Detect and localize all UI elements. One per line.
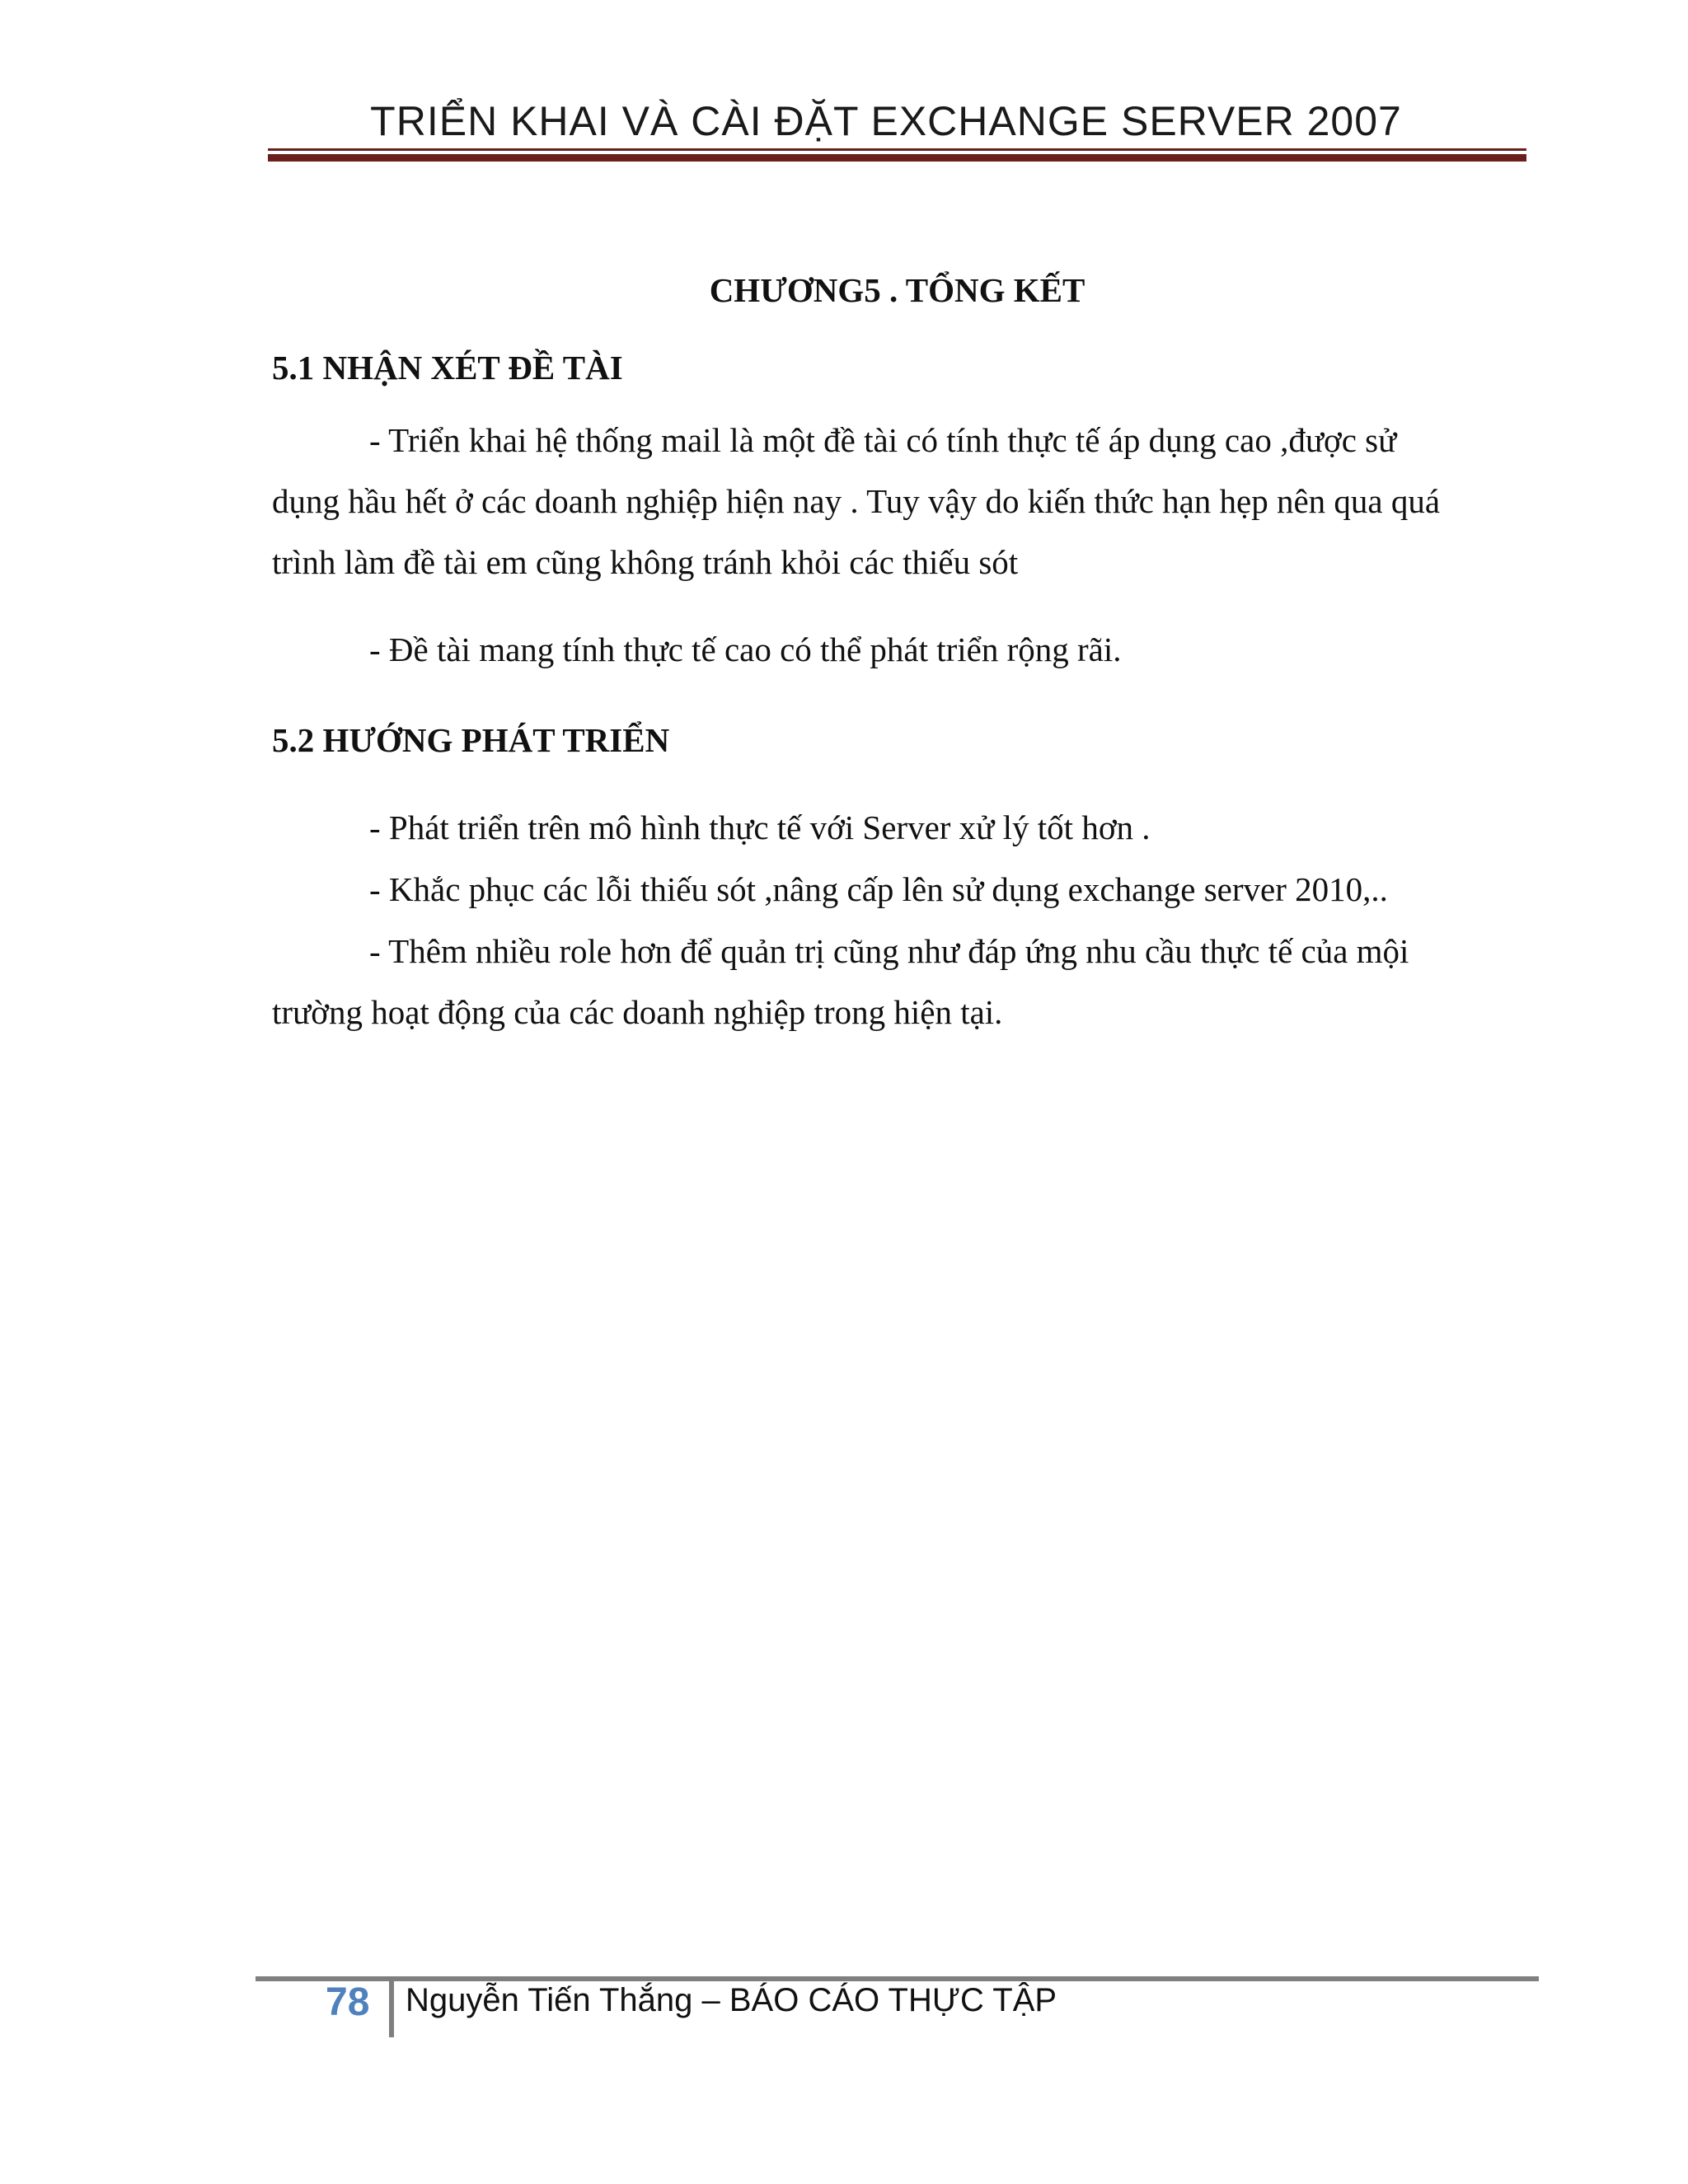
- section2-item3-line2: trường hoạt động của các doanh nghiệp trong hiện tại.: [272, 993, 1003, 1031]
- running-header-title: TRIỂN KHAI VÀ CÀI ĐẶT EXCHANGE SERVER 2007: [370, 98, 1402, 144]
- section-heading-5-1: 5.1 NHẬN XÉT ĐỀ TÀI: [272, 349, 623, 387]
- section1-paragraph1-line3: trình làm đề tài em cũng không tránh khỏi các thiếu sót: [272, 543, 1019, 581]
- section2-item1: - Phát triển trên mô hình thực tế với Server xử lý tốt hơn .: [369, 808, 1151, 846]
- section1-paragraph1-line2: dụng hầu hết ở các doanh nghiệp hiện nay . Tuy vậy do kiến thức hạn hẹp nên qua quá: [272, 482, 1441, 520]
- chapter-title: CHƯƠNG5 . TỔNG KẾT: [709, 271, 1085, 309]
- footer-divider: [389, 1981, 394, 2037]
- header-rule-thin: [268, 148, 1526, 151]
- header-rule-thick: [268, 154, 1526, 162]
- section2-item3-line1: - Thêm nhiều role hơn để quản trị cũng như đáp ứng nhu cầu thực tế của mội: [369, 932, 1409, 970]
- footer-rule: [256, 1976, 1539, 1981]
- page-number: 78: [326, 1980, 370, 2024]
- footer-author-text: Nguyễn Tiến Thắng – BÁO CÁO THỰC TẬP: [406, 1982, 1057, 2018]
- section2-item2: - Khắc phục các lỗi thiếu sót ,nâng cấp lên sử dụng exchange server 2010,..: [369, 870, 1388, 908]
- section1-paragraph1-line1: - Triển khai hệ thống mail là một đề tài có tính thực tế áp dụng cao ,được sử: [369, 421, 1397, 459]
- section-heading-5-2: 5.2 HƯỚNG PHÁT TRIỂN: [272, 721, 670, 759]
- section1-paragraph2: - Đề tài mang tính thực tế cao có thể phát triển rộng rãi.: [369, 630, 1122, 668]
